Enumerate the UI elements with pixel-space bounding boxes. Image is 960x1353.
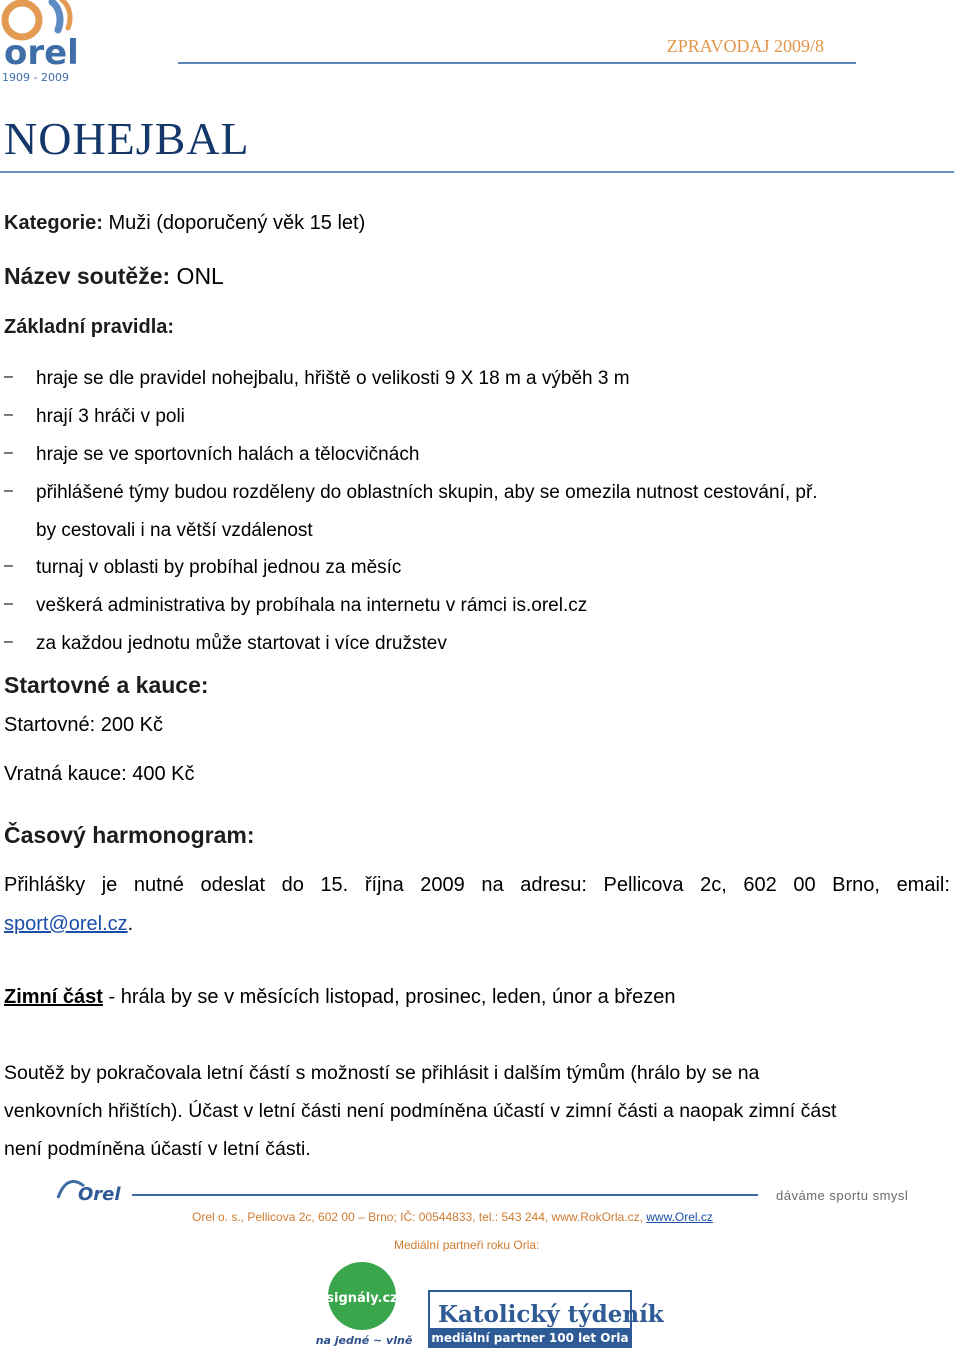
list-item (0, 406, 950, 432)
dash-bullet-icon: – (4, 633, 13, 650)
registration-line (4, 874, 950, 897)
entry-fee: Startovné: 200 Kč (4, 714, 163, 736)
signaly-logo (315, 1262, 413, 1348)
category-line (4, 211, 365, 235)
word: 602 (743, 874, 777, 896)
word: je (101, 874, 118, 896)
word: 15. (320, 874, 349, 896)
summer-paragraph-line: Soutěž by pokračovala letní částí s možností se přihlásit i dalším týmům (hrálo by se na (4, 1062, 760, 1084)
list-item (0, 482, 950, 508)
orel-website-link[interactable]: www.Orel.cz (646, 1210, 713, 1224)
svg-text:Orel: Orel (78, 1184, 121, 1205)
word: 00 (793, 874, 816, 896)
word: 2009 (420, 874, 465, 896)
rule-text: hrají 3 hráči v poli (36, 406, 185, 427)
category-value: Muži (doporučený věk 15 let) (102, 212, 366, 234)
word: října (364, 874, 404, 896)
competition-name-line (4, 262, 224, 290)
word: Pellicova (603, 874, 684, 896)
newsletter-issue: ZPRAVODAJ 2009/8 (666, 36, 824, 56)
rule-text: přihlášené týmy budou rozděleny do oblastních skupin, aby se omezila nutnost cestování, př. (36, 482, 818, 503)
title-divider (0, 171, 954, 173)
rule-text: veškerá administrativa by probíhala na internetu v rámci is.orel.cz (36, 595, 588, 616)
slogan: dáváme sportu smysl (776, 1188, 909, 1203)
orel-footer-logo (54, 1176, 130, 1204)
address-text: Orel o. s., Pellicova 2c, 602 00 – Brno; IČ: 00544833, tel.: 543 244, www.RokOrla.cz, (192, 1210, 647, 1224)
list-item (0, 633, 950, 659)
rule-text: za každou jednotu může startovat i více družstev (36, 633, 447, 654)
winter-part-text: - hrála by se v měsících listopad, prosinec, leden, únor a březen (102, 986, 676, 1008)
summer-paragraph-line: venkovních hřištích). Účast v letní části není podmíněna účastí v zimní části a naopak zimní část (4, 1100, 837, 1122)
word: 2c, (700, 874, 727, 896)
header-divider (178, 62, 856, 64)
rule-text: by cestovali i na větší vzdálenost (36, 520, 313, 541)
svg-text:signály.cz: signály.cz (326, 1291, 398, 1306)
list-item (0, 595, 950, 621)
orel-centenary-logo (0, 0, 86, 84)
winter-part-line (4, 986, 675, 1009)
dash-bullet-icon: – (4, 406, 13, 423)
dash-bullet-icon: – (4, 595, 13, 612)
word: adresu: (520, 874, 587, 896)
dash-bullet-icon: – (4, 482, 13, 499)
deposit: Vratná kauce: 400 Kč (4, 763, 195, 785)
email-suffix: . (127, 913, 134, 935)
schedule-heading: Časový harmonogram: (4, 822, 255, 848)
word: Přihlášky (4, 874, 86, 896)
email-link[interactable]: sport@orel.cz (4, 913, 128, 935)
media-partners-label: Mediální partneři roku Orla: (394, 1238, 540, 1252)
dash-bullet-icon: – (4, 368, 13, 385)
dash-bullet-icon: – (4, 557, 13, 574)
word: na (481, 874, 504, 896)
svg-text:1909 - 2009: 1909 - 2009 (2, 71, 69, 84)
footer-address (192, 1210, 713, 1224)
rule-text: hraje se ve sportovních halách a tělocvičnách (36, 444, 420, 465)
category-label: Kategorie: (4, 212, 103, 234)
svg-text:orel: orel (4, 33, 79, 73)
basic-rules-heading: Základní pravidla: (4, 316, 175, 338)
rule-text: turnaj v oblasti by probíhal jednou za měsíc (36, 557, 402, 578)
winter-part-label: Zimní část (4, 986, 103, 1008)
svg-text:Katolický týdeník: Katolický týdeník (438, 1301, 664, 1328)
summer-paragraph-line: není podmíněna účastí v letní části. (4, 1138, 311, 1160)
svg-text:mediální partner 100 let Orla: mediální partner 100 let Orla (431, 1331, 629, 1345)
footer-divider (132, 1194, 758, 1196)
email-line (4, 913, 133, 936)
fees-heading: Startovné a kauce: (4, 672, 209, 698)
list-item-continuation (0, 520, 950, 546)
competition-name-label: Název soutěže: (4, 263, 171, 289)
word: email: (896, 874, 950, 896)
page-title: NOHEJBAL (4, 113, 250, 164)
word: Brno, (832, 874, 880, 896)
dash-bullet-icon: – (4, 444, 13, 461)
word: nutné (133, 874, 184, 896)
list-item (0, 444, 950, 470)
word: do (281, 874, 304, 896)
word: odeslat (200, 874, 266, 896)
list-item (0, 557, 950, 583)
list-item (0, 368, 950, 394)
competition-name-value: ONL (170, 263, 224, 289)
katolicky-tydenik-logo (428, 1290, 664, 1348)
rule-text: hraje se dle pravidel nohejbalu, hřiště o velikosti 9 X 18 m a výběh 3 m (36, 368, 630, 389)
svg-text:na jedné ~ vlně: na jedné ~ vlně (315, 1334, 413, 1347)
